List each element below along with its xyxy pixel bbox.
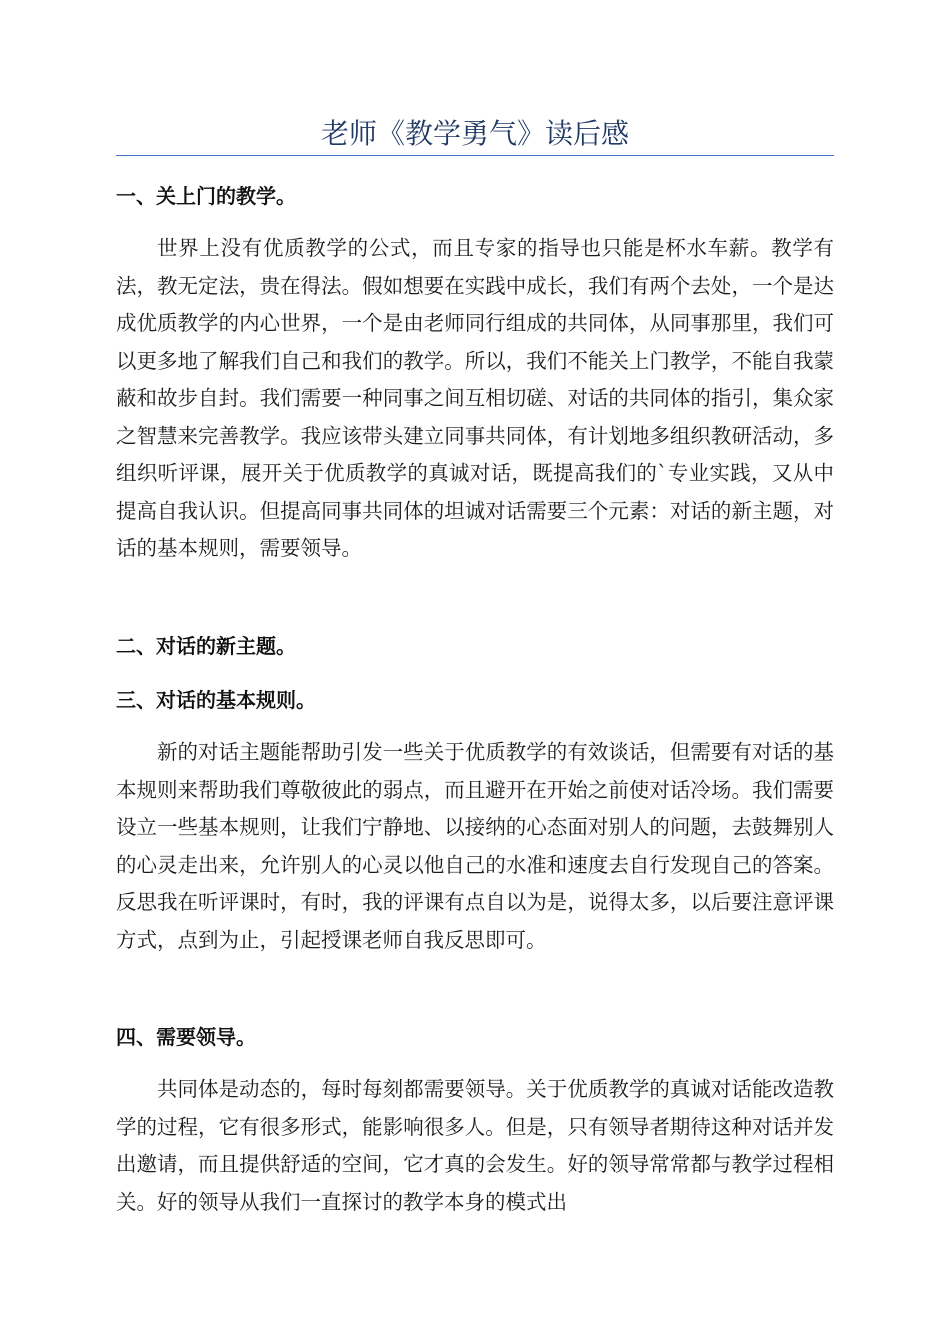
- section-heading-3: 三、对话的基本规则。: [116, 688, 316, 712]
- section-heading-4: 四、需要领导。: [116, 1025, 256, 1049]
- section-paragraph-3: 新的对话主题能帮助引发一些关于优质教学的有效谈话，但需要有对话的基本规则来帮助我们尊敬彼此的弱点，而且避开在开始之前使对话冷场。我们需要设立一些基本规则，让我们宁静地、以接纳的心态面对别人的问题，去鼓舞别人的心灵走出来，允许别人的心灵以他自己的水准和速度去自行发现自己的答案。反思我在听评课时，有时，我的评课有点自以为是，说得太多，以后要注意评课方式，点到为止，引起授课老师自我反思即可。: [116, 740, 834, 952]
- section-heading-1: 一、关上门的教学。: [116, 184, 296, 208]
- title-underline-rule: [116, 155, 834, 156]
- section-paragraph-4: 共同体是动态的，每时每刻都需要领导。关于优质教学的真诚对话能改造教学的过程，它有很多形式，能影响很多人。但是，只有领导者期待这种对话并发出邀请，而且提供舒适的空间，它才真的会发生。好的领导常常都与教学过程相关。好的领导从我们一直探讨的教学本身的模式出: [116, 1077, 834, 1214]
- document-title: 老师《教学勇气》读后感: [320, 117, 629, 150]
- section-paragraph-1: 世界上没有优质教学的公式，而且专家的指导也只能是杯水车薪。教学有法，教无定法，贵在得法。假如想要在实践中成长，我们有两个去处，一个是达成优质教学的内心世界，一个是由老师同行组成的共同体，从同事那里，我们可以更多地了解我们自己和我们的教学。所以，我们不能关上门教学，不能自我蒙蔽和故步自封。我们需要一种同事之间互相切磋、对话的共同体的指引，集众家之智慧来完善教学。我应该带头建立同事共同体，有计划地多组织教研活动，多组织听评课，展开关于优质教学的真诚对话，既提高我们的`专业实践，又从中提高自我认识。但提高同事共同体的坦诚对话需要三个元素：对话的新主题，对话的基本规则，需要领导。: [116, 236, 834, 560]
- section-heading-2: 二、对话的新主题。: [116, 634, 296, 658]
